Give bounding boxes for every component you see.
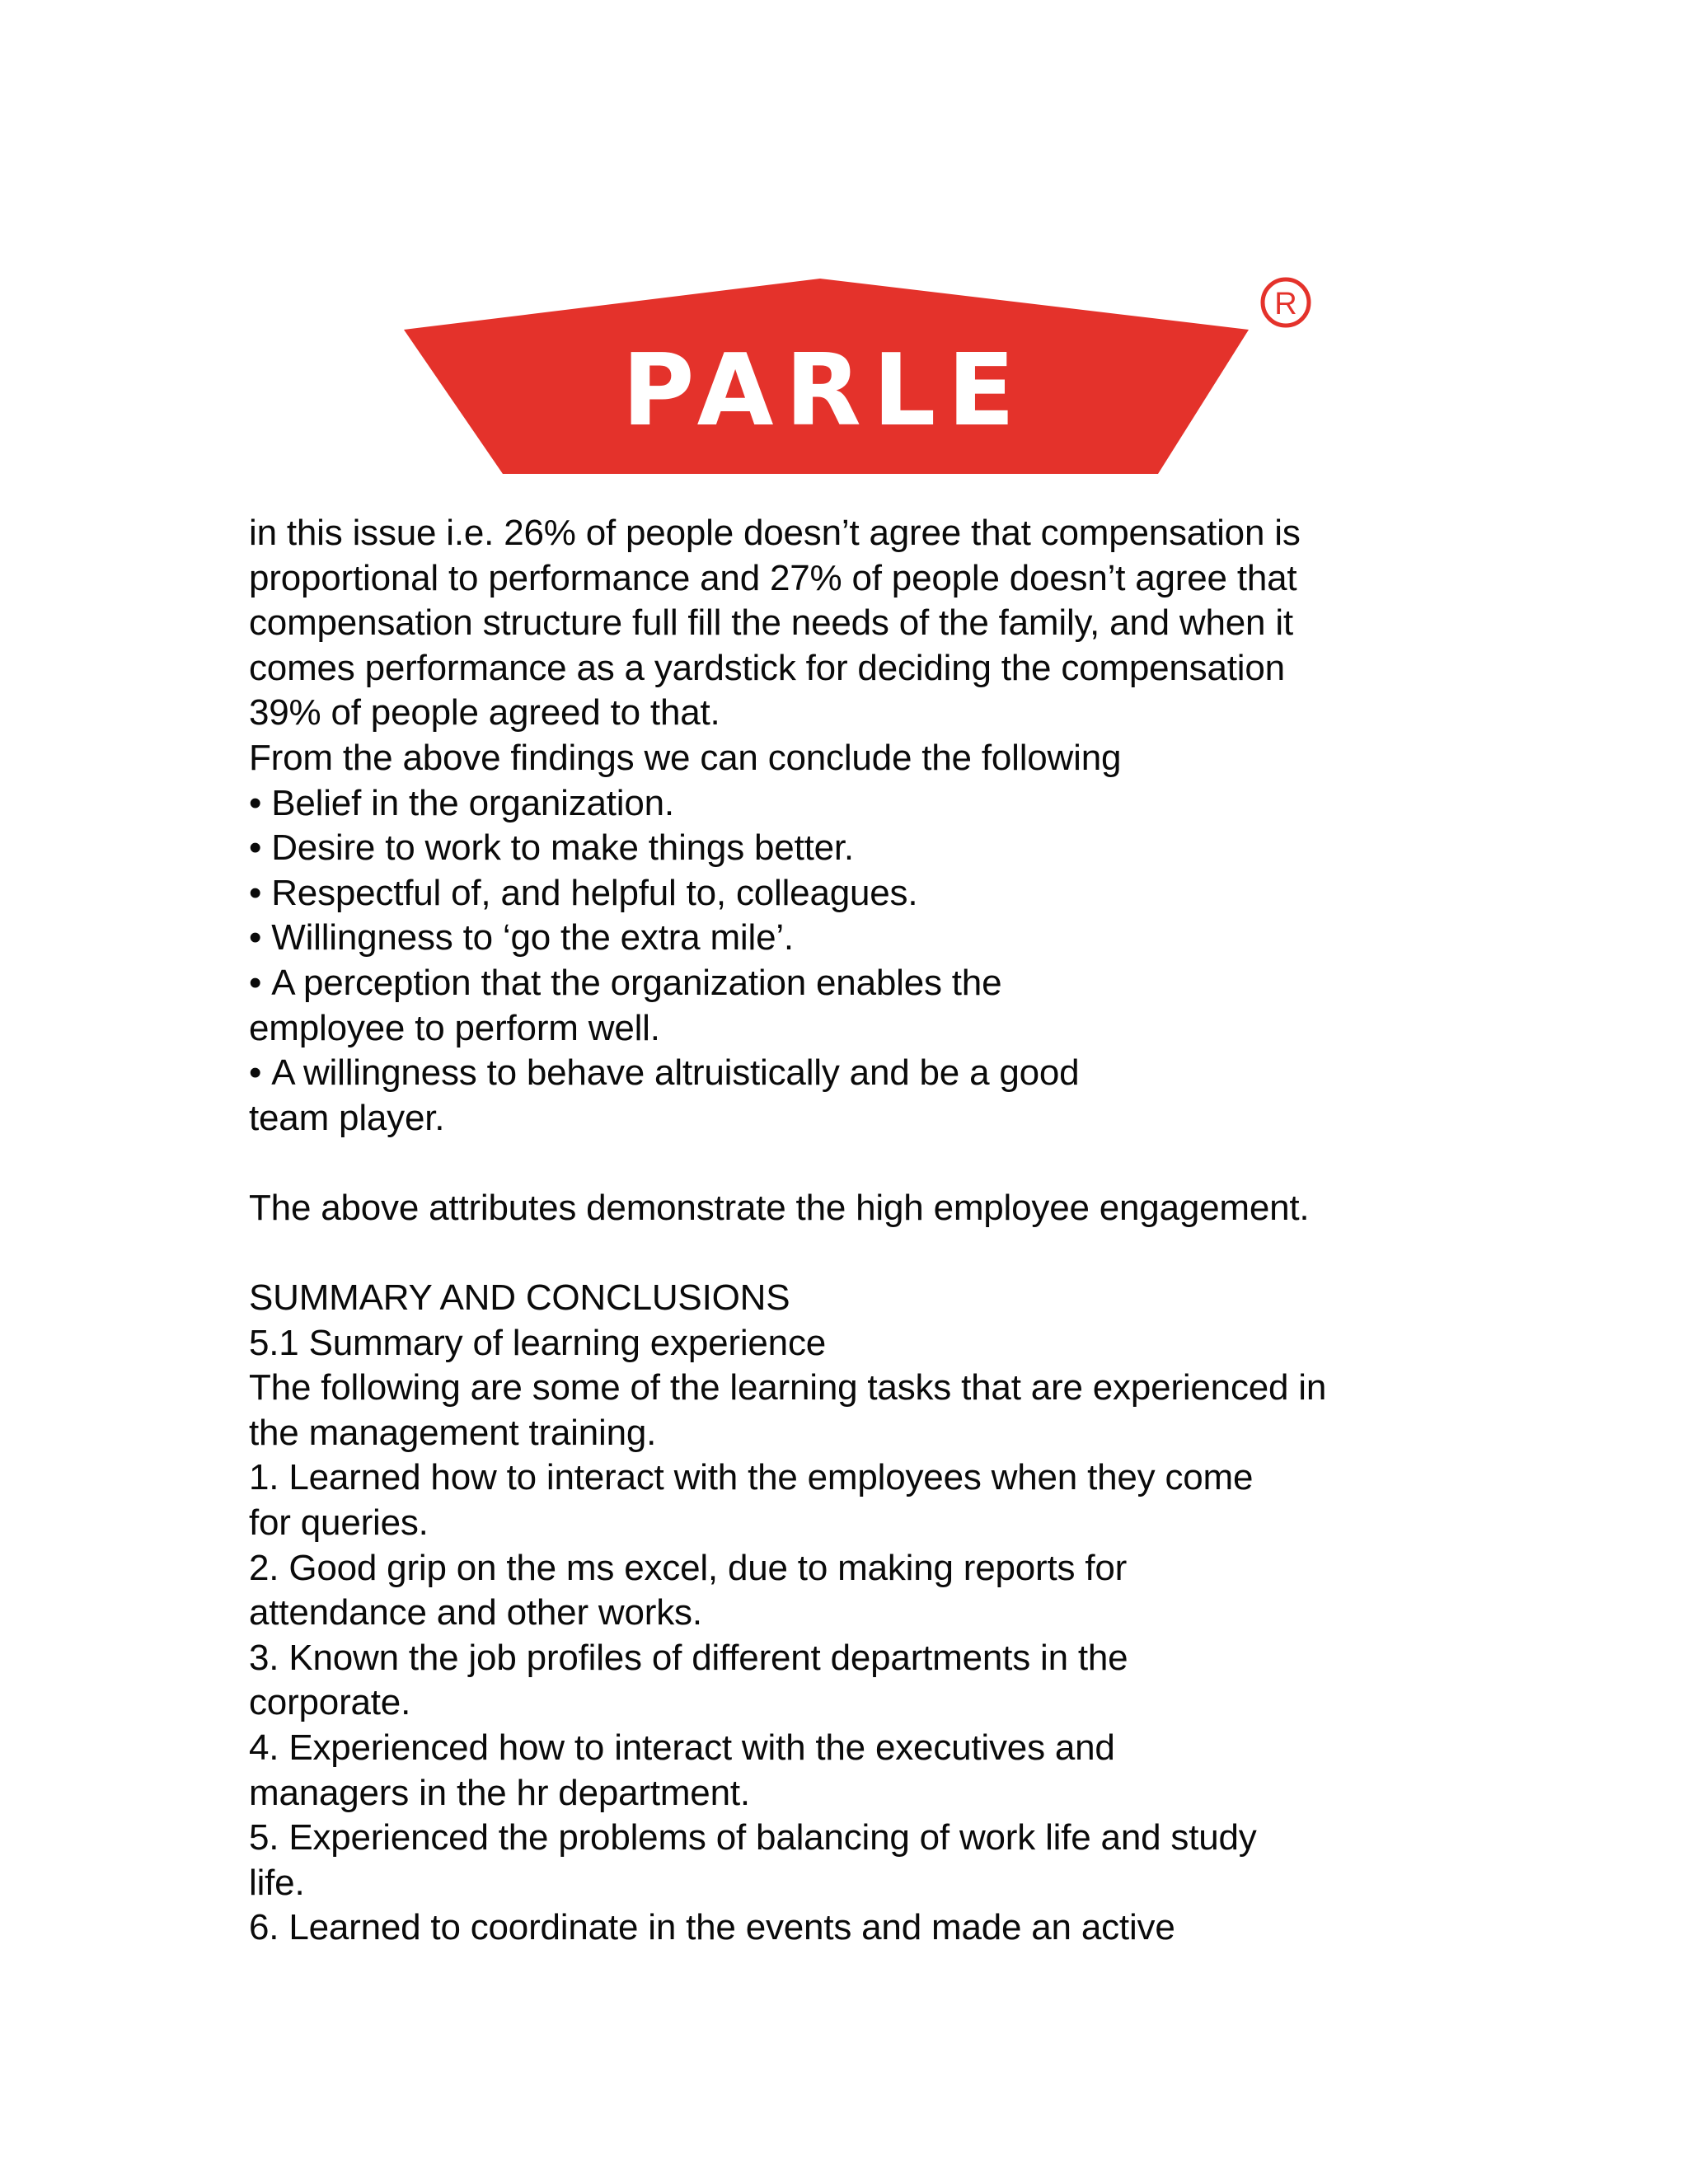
bullet-item: • A perception that the organization enables the xyxy=(249,961,1452,1006)
document-body xyxy=(249,511,1452,1951)
bullet-item: • Desire to work to make things better. xyxy=(249,826,1452,871)
registered-mark-letter: R xyxy=(1274,287,1297,321)
intro-line: comes performance as a yardstick for deciding the compensation xyxy=(249,647,1285,688)
learning-item-continuation: managers in the hr department. xyxy=(249,1772,750,1813)
learning-item: 2. Good grip on the ms excel, due to making reports for xyxy=(249,1547,1128,1588)
learning-item-continuation: corporate. xyxy=(249,1682,411,1723)
learning-intro-line: The following are some of the learning tasks that are experienced in xyxy=(249,1367,1327,1408)
bullet-item: • Belief in the organization. xyxy=(249,781,1452,827)
learning-item-continuation: for queries. xyxy=(249,1502,429,1544)
bullet-item: • A willingness to behave altruistically and be a good xyxy=(249,1051,1452,1096)
spacer xyxy=(249,1141,1452,1186)
parle-logo xyxy=(400,268,1339,490)
logo-text: PARLE xyxy=(621,334,1027,448)
learning-item: 1. Learned how to interact with the employees when they come xyxy=(249,1457,1254,1498)
learning-intro-line: the management training. xyxy=(249,1412,657,1453)
bullet-item: • Willingness to ‘go the extra mile’. xyxy=(249,916,1452,961)
bullet-continuation: employee to perform well. xyxy=(249,1007,660,1048)
learning-item: 6. Learned to coordinate in the events and made an active xyxy=(249,1907,1175,1948)
subsection-heading: 5.1 Summary of learning experience xyxy=(249,1322,827,1363)
attributes-statement: The above attributes demonstrate the high employee engagement. xyxy=(249,1187,1310,1228)
learning-item-continuation: attendance and other works. xyxy=(249,1592,702,1633)
intro-line: proportional to performance and 27% of people doesn’t agree that xyxy=(249,557,1297,598)
intro-line: 39% of people agreed to that. xyxy=(249,692,720,733)
learning-item: 3. Known the job profiles of different departments in the xyxy=(249,1637,1128,1678)
intro-line: in this issue i.e. 26% of people doesn’t agree that compensation is xyxy=(249,513,1301,553)
bullet-continuation: team player. xyxy=(249,1097,445,1138)
learning-item: 4. Experienced how to interact with the executives and xyxy=(249,1727,1115,1769)
spacer xyxy=(249,1231,1452,1277)
section-heading: SUMMARY AND CONCLUSIONS xyxy=(249,1277,790,1319)
findings-lead: From the above findings we can conclude the following xyxy=(249,737,1122,778)
intro-line: compensation structure full fill the needs of the family, and when it xyxy=(249,602,1293,644)
bullet-item: • Respectful of, and helpful to, colleagues. xyxy=(249,871,1452,916)
learning-item: 5. Experienced the problems of balancing of work life and study xyxy=(249,1817,1257,1858)
learning-item-continuation: life. xyxy=(249,1862,305,1903)
